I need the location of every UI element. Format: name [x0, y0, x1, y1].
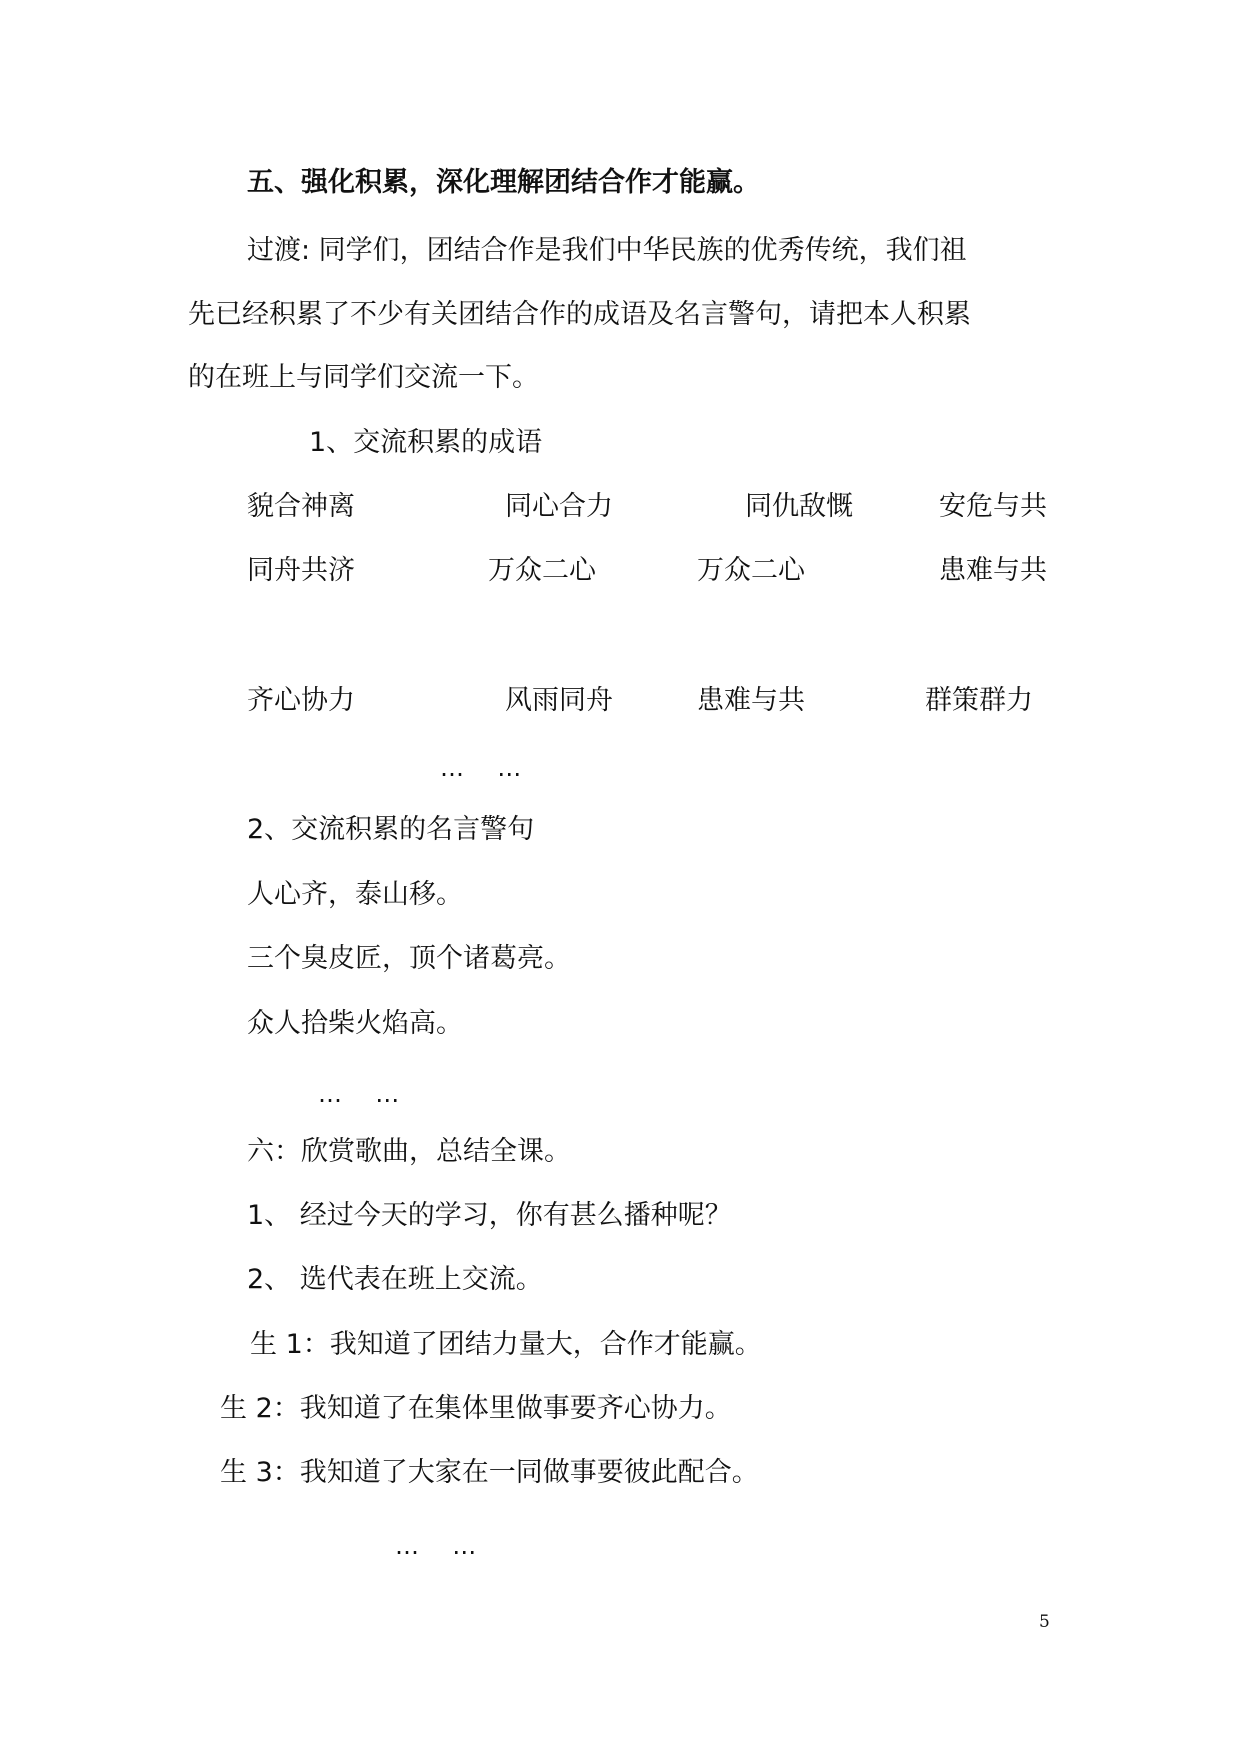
idiom-item: 患难与共	[939, 555, 1047, 586]
idiom-item: 风雨同舟	[505, 685, 613, 716]
section-6-heading: 六：欣赏歌曲，总结全课。	[247, 1136, 571, 1167]
transition-paragraph-line-3: 的在班上与同学们交流一下。	[188, 362, 539, 393]
idiom-item: 同舟共济	[247, 555, 355, 586]
ellipsis: … …	[318, 1080, 406, 1108]
student-answer-1: 生 1：我知道了团结力量大，合作才能赢。	[250, 1329, 762, 1360]
transition-paragraph-line-2: 先已经积累了不少有关团结合作的成语及名言警句，请把本人积累	[188, 299, 971, 330]
idiom-item: 万众二心	[697, 555, 805, 586]
ellipsis: … …	[440, 754, 528, 782]
idioms-subheading: 1、交流积累的成语	[309, 427, 543, 458]
idiom-item: 齐心协力	[247, 685, 355, 716]
idiom-item: 万众二心	[488, 555, 596, 586]
idiom-item: 同仇敌慨	[745, 491, 853, 522]
idiom-item: 安危与共	[939, 491, 1047, 522]
idiom-item: 同心合力	[505, 491, 613, 522]
summary-item-2: 2、 选代表在班上交流。	[247, 1264, 543, 1295]
summary-item-1: 1、 经过今天的学习，你有甚么播种呢？	[247, 1200, 732, 1231]
ellipsis: … …	[395, 1532, 483, 1560]
idiom-item: 貌合神离	[247, 491, 355, 522]
saying-item: 众人拾柴火焰高。	[247, 1008, 463, 1039]
transition-paragraph-line-1: 过渡: 同学们，团结合作是我们中华民族的优秀传统，我们祖	[247, 235, 967, 266]
page-number: 5	[1039, 1612, 1050, 1632]
sayings-subheading: 2、交流积累的名言警句	[247, 814, 535, 845]
saying-item: 三个臭皮匠，顶个诸葛亮。	[247, 943, 571, 974]
idiom-item: 群策群力	[925, 685, 1033, 716]
student-answer-3: 生 3：我知道了大家在一同做事要彼此配合。	[220, 1457, 759, 1488]
student-answer-2: 生 2：我知道了在集体里做事要齐心协力。	[220, 1393, 732, 1424]
idiom-item: 患难与共	[697, 685, 805, 716]
saying-item: 人心齐，泰山移。	[247, 879, 463, 910]
section-5-heading: 五、强化积累，深化理解团结合作才能赢。	[247, 167, 760, 198]
